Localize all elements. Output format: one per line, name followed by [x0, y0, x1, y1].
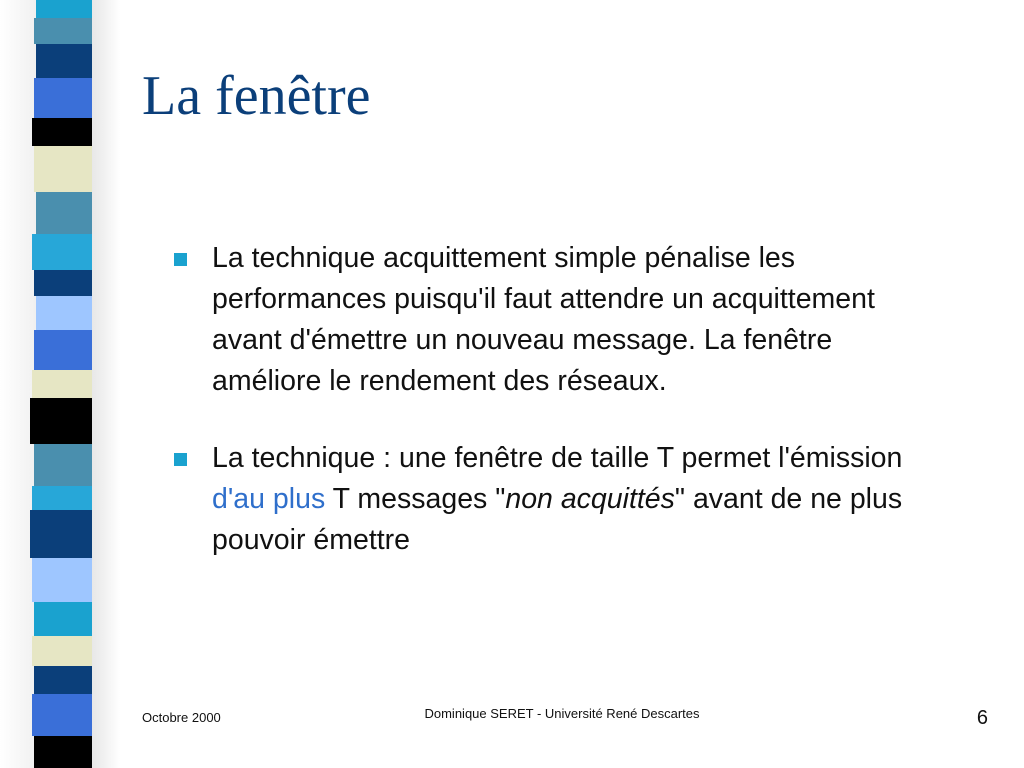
stripe-bar	[34, 146, 92, 192]
bullet-highlight-text: d'au plus	[212, 483, 326, 515]
bullet-text-2-part1: La technique : une fenêtre de taille T permet l'émission	[212, 442, 903, 474]
stripe-bar	[32, 486, 92, 510]
slide-number: 6	[976, 707, 988, 729]
stripe-bar	[34, 666, 92, 694]
footer-author: Dominique SERET - Université René Descartes	[424, 706, 700, 721]
stripe-bar	[32, 558, 92, 602]
bullet-list	[174, 238, 934, 597]
stripe-bar	[34, 270, 92, 296]
stripe-bar	[34, 736, 92, 768]
footer-author-container	[0, 706, 1024, 721]
stripe-bar	[30, 398, 92, 444]
stripe-bar	[34, 330, 92, 370]
bullet-text-2-part2: T messages "	[325, 483, 506, 515]
footer-date: Octobre 2000	[142, 710, 221, 725]
square-bullet-icon	[174, 253, 187, 266]
stripe-bar	[34, 78, 92, 118]
stripe-bar	[34, 444, 92, 486]
stripe-bar	[32, 370, 92, 398]
bullet-text-1: La technique acquittement simple pénalise les performances puisqu'il faut attendre un acquittement avant d'émettre un nouveau message. La fenêtre améliore le rendement des réseaux.	[212, 242, 875, 397]
stripe-bar	[32, 234, 92, 270]
stripe-bar	[30, 510, 92, 558]
bullet-text-2-part3: " avant de ne plus pouvoir émettre	[212, 483, 903, 556]
stripe-bar	[36, 44, 92, 78]
decorative-color-stripe	[32, 0, 100, 768]
bullet-item-2	[174, 438, 934, 561]
stripe-bar	[34, 18, 92, 44]
bullet-item-1	[174, 238, 934, 402]
stripe-bar	[34, 602, 92, 636]
slide-title: La fenêtre	[142, 65, 371, 127]
stripe-bar	[36, 192, 92, 234]
stripe-bar	[32, 118, 92, 146]
stripe-bar	[32, 636, 92, 666]
stripe-bar	[36, 0, 92, 18]
bullet-italic-text: non acquittés	[505, 483, 675, 515]
stripe-bar	[36, 296, 92, 330]
square-bullet-icon	[174, 453, 187, 466]
